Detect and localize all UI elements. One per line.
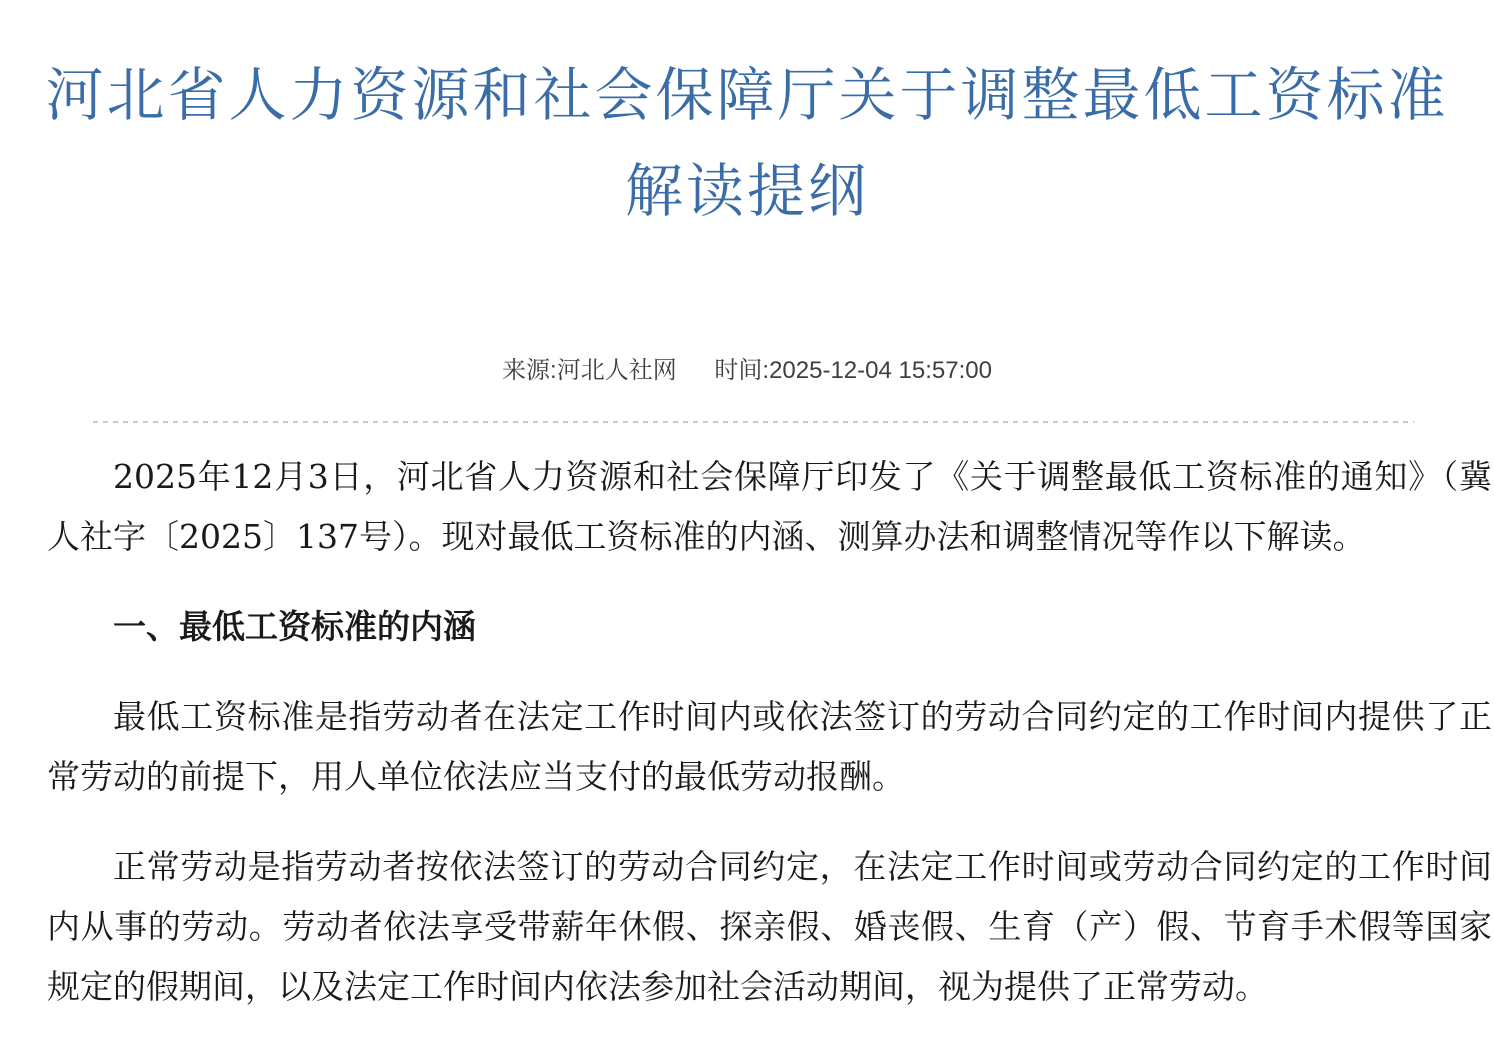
page-title xyxy=(0,48,1494,240)
paragraph-intro: 2025年12月3日，河北省人力资源和社会保障厅印发了《关于调整最低工资标准的通知》（冀人社字〔2025〕137号）。现对最低工资标准的内涵、测算办法和调整情况等作以下解读。 xyxy=(47,457,1492,556)
section-heading-1: 一、最低工资标准的内涵 xyxy=(113,607,476,646)
article-meta xyxy=(0,356,1494,386)
article-source: 来源:河北人社网 xyxy=(502,357,677,384)
paragraph-normal-labor: 正常劳动是指劳动者按依法签订的劳动合同约定，在法定工作时间或劳动合同约定的工作时间内从事的劳动。劳动者依法享受带薪年休假、探亲假、婚丧假、生育（产）假、节育手术假等国家规定的假期间，以及法定工作时间内依法参加社会活动期间，视为提供了正常劳动。 xyxy=(47,847,1492,1006)
page-title-line2: 解读提纲 xyxy=(624,159,869,224)
article-timestamp: 时间:2025-12-04 15:57:00 xyxy=(714,357,992,384)
paragraph-definition: 最低工资标准是指劳动者在法定工作时间内或依法签订的劳动合同约定的工作时间内提供了正常劳动的前提下，用人单位依法应当支付的最低劳动报酬。 xyxy=(47,697,1492,796)
article-body xyxy=(47,423,1492,1017)
page-title-line1: 河北省人力资源和社会保障厅关于调整最低工资标准 xyxy=(45,63,1449,128)
